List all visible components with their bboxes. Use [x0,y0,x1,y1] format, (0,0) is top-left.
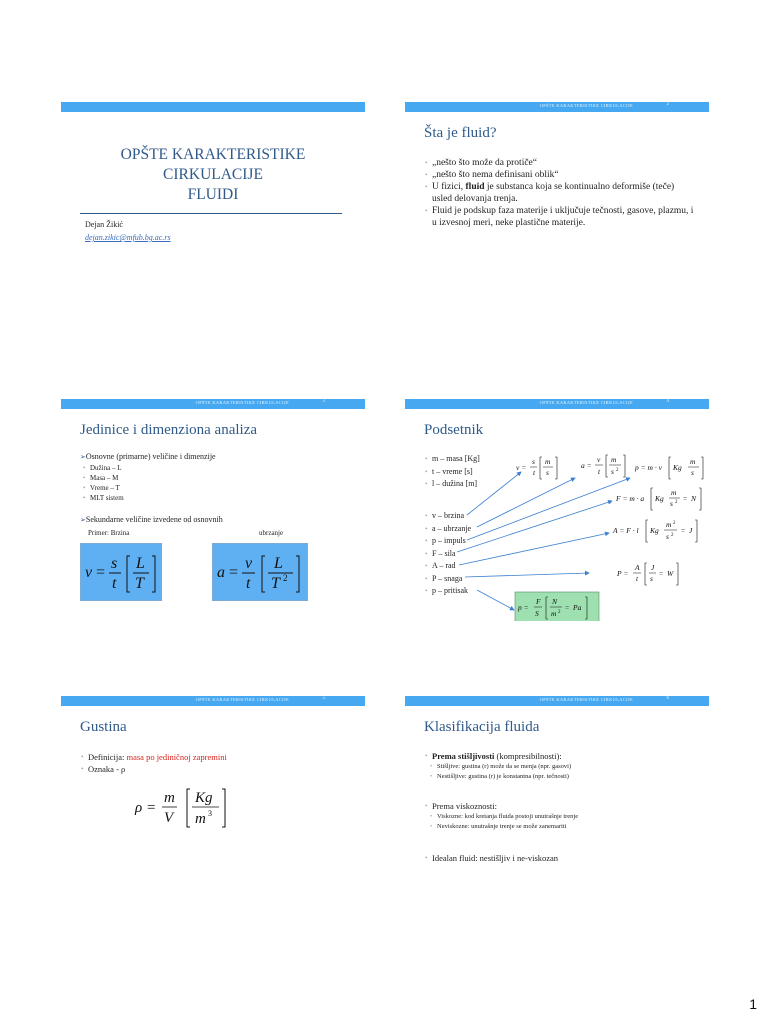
slide-number: 4 [666,399,669,404]
bullet-list [81,751,227,775]
slide-header-text: OPŠTE KARAKTERISTIKE CIRKULACIJE [539,103,633,108]
svg-text:t: t [533,468,536,477]
list-item: • „nešto što može da protiče“ [425,157,695,169]
svg-text:F = m · a: F = m · a [616,494,645,503]
svg-text:m: m [195,811,206,827]
list-item: • Vreme – T [78,483,124,493]
slide-number: 5 [322,696,325,701]
svg-text:s: s [691,468,694,477]
svg-text:N: N [691,494,697,503]
example-acceleration-label: ubrzanje [259,529,284,537]
velocity-formula [81,544,161,600]
svg-text:2: 2 [673,521,676,526]
list-item: • v – brzina [425,510,471,523]
svg-text:m: m [671,488,677,497]
acceleration-formula [213,544,307,600]
svg-text:A = F · l: A = F · l [613,526,639,535]
svg-text:=: = [565,603,570,612]
svg-text:s: s [670,499,673,508]
list-item: • Nestišljive: gustina (r) je konstantna (npr. tečnosti) [425,772,695,782]
list-item: • Neviskozne: unutrašnje trenje se može zanemariti [425,822,695,832]
slide-title: OPŠTE KARAKTERISTIKE CIRKULACIJE FLUIDI [120,146,306,203]
svg-text:J: J [651,563,655,572]
slide-2 [405,102,709,324]
list-item: • p – impuls [425,535,471,548]
list-item: • Stišljive: gustina (r) može da se menja (npr. gasovi) [425,762,695,772]
svg-text:V: V [164,810,174,826]
svg-text:T: T [271,575,280,592]
svg-text:ρ: ρ [135,800,143,816]
svg-text:m: m [666,520,672,529]
slide-3 [61,399,365,621]
slide-header-bar [61,696,365,706]
slide-header-text: OPŠTE KARAKTERISTIKE CIRKULACIJE [195,697,289,702]
list-item: • P – snaga [425,573,471,586]
svg-text:s: s [532,457,535,466]
svg-text:Kg: Kg [650,526,659,535]
svg-text:2: 2 [558,610,561,615]
bullet-list [425,852,695,864]
svg-text:Pa: Pa [573,603,582,612]
slide-6 [405,696,709,918]
svg-text:=: = [659,569,664,578]
svg-text:t: t [636,574,639,583]
list-item: • Viskozne: kod kretanja fluida postoji unutrašnje trenje [425,812,695,822]
arrow-bullet-icon: ➢ [80,453,86,461]
svg-text:a =: a = [581,461,592,470]
svg-text:m: m [690,457,696,466]
list-item: • Oznaka - ρ [81,763,227,775]
slide-title: Jedinice i dimenziona analiza [80,422,258,438]
secondary-quantities: ➢Sekundarne veličine izvedene od osnovnih [80,515,223,524]
bullet-list [425,750,695,762]
svg-text:s: s [111,555,118,572]
svg-text:s: s [650,574,653,583]
slide-4 [405,399,709,621]
svg-text:S: S [535,609,539,618]
slide-number: 3 [322,399,325,404]
list-item: • Masa – M [78,473,124,483]
svg-text:L: L [136,555,145,572]
bullet-list [425,157,695,229]
svg-text:m: m [164,790,175,806]
slide-title: Podsetnik [424,422,484,438]
slide-1 [61,102,365,324]
svg-text:F: F [536,597,541,606]
svg-text:P =: P = [617,569,629,578]
slide-header-bar [61,102,365,112]
acceleration-formula-box [212,543,308,601]
svg-text:=: = [681,526,686,535]
list-item: • Fluid je podskup faza materije i uključuje tečnosti, gasove, plazmu, i u izvesnoj meri, neke plastične materije. [425,205,695,229]
reminder-formulas-diagram [405,399,709,621]
slide-header-text: OPŠTE KARAKTERISTIKE CIRKULACIJE [195,400,289,405]
svg-text:=: = [229,564,239,581]
svg-text:3: 3 [208,809,212,818]
list-item: • m – masa [Kg] [425,453,480,466]
svg-text:2: 2 [671,533,674,538]
svg-text:m: m [551,609,557,618]
svg-text:s: s [611,467,614,476]
svg-text:2: 2 [616,468,619,473]
list-item: • p – pritisak [425,585,471,598]
svg-text:v: v [597,455,601,464]
svg-text:Kg: Kg [195,790,213,806]
list-item: • Definicija: masa po jediničnoj zapremini [81,751,227,763]
svg-text:2: 2 [675,500,678,505]
slide-title: Klasifikacija fluida [424,719,540,735]
slide-title: Šta je fluid? [424,125,497,141]
slide-header-bar [405,102,709,112]
svg-text:t: t [598,467,601,476]
author-name: Dejan Žikić [85,220,123,229]
sub-list [425,762,695,782]
svg-text:t: t [112,575,117,592]
list-item: • a – ubrzanje [425,523,471,536]
velocity-formula-box [80,543,162,601]
example-velocity-label: Primer: Brzina [88,529,130,537]
list-item: • „nešto što nema definisani oblik“ [425,169,695,181]
svg-text:a: a [217,564,225,581]
list-item: • MLT sistem [78,493,124,503]
svg-text:p = m · v: p = m · v [635,463,662,472]
svg-text:N: N [552,597,558,606]
list-item: • t – vreme [s] [425,466,480,479]
page-number: 1 [749,996,757,1012]
list-item: • Prema stišljivosti (kompresibilnosti): [425,750,695,762]
slide-header-bar [61,399,365,409]
title-divider [80,213,342,214]
list-item: • l – dužina [m] [425,478,480,491]
svg-text:Kg: Kg [655,494,664,503]
list-item: • Idealan fluid: nestišljiv i ne-viskozan [425,852,695,864]
svg-text:T: T [135,575,144,592]
slide-number: 2 [666,102,669,107]
density-formula [131,784,251,834]
svg-text:=: = [683,494,688,503]
arrow-bullet-icon: ➢ [80,516,86,524]
svg-text:v: v [85,564,93,581]
primary-quantities: ➢Osnovne (primarne) veličine i dimenzije [80,452,216,461]
svg-text:p =: p = [518,603,529,612]
slide-5 [61,696,365,918]
author-email-link[interactable]: dejan.zikic@mfub.bg.ac.rs [85,233,171,242]
svg-text:m: m [545,457,551,466]
svg-text:=: = [147,800,156,816]
bullet-list [425,800,695,812]
slide-number: 6 [666,696,669,701]
svg-text:m: m [611,455,617,464]
svg-text:s: s [546,468,549,477]
list-item: • F – sila [425,548,471,561]
slide-header-text: OPŠTE KARAKTERISTIKE CIRKULACIJE [539,697,633,702]
svg-text:v =: v = [516,463,527,472]
slide-title: Gustina [80,719,127,735]
list-item: • Dužina – L [78,463,124,473]
list-item: • A – rad [425,560,471,573]
svg-text:W: W [667,569,674,578]
slide-header-bar [405,696,709,706]
svg-text:J: J [689,526,693,535]
list-item: • Prema viskoznosti: [425,800,695,812]
svg-text:2: 2 [283,573,288,583]
svg-text:Kg: Kg [673,463,682,472]
svg-text:=: = [96,564,106,581]
svg-text:t: t [246,575,251,592]
svg-text:L: L [274,555,283,572]
svg-text:A: A [635,563,640,572]
svg-text:s: s [666,532,669,541]
svg-text:v: v [245,555,253,572]
sub-list [78,463,124,503]
sub-list [425,812,695,832]
list-item: • U fizici, fluid je substanca koja se kontinualno deformiše (teče) usled delovanja trenja. [425,181,695,205]
slide-header-text: OPŠTE KARAKTERISTIKE CIRKULACIJE [539,400,633,405]
